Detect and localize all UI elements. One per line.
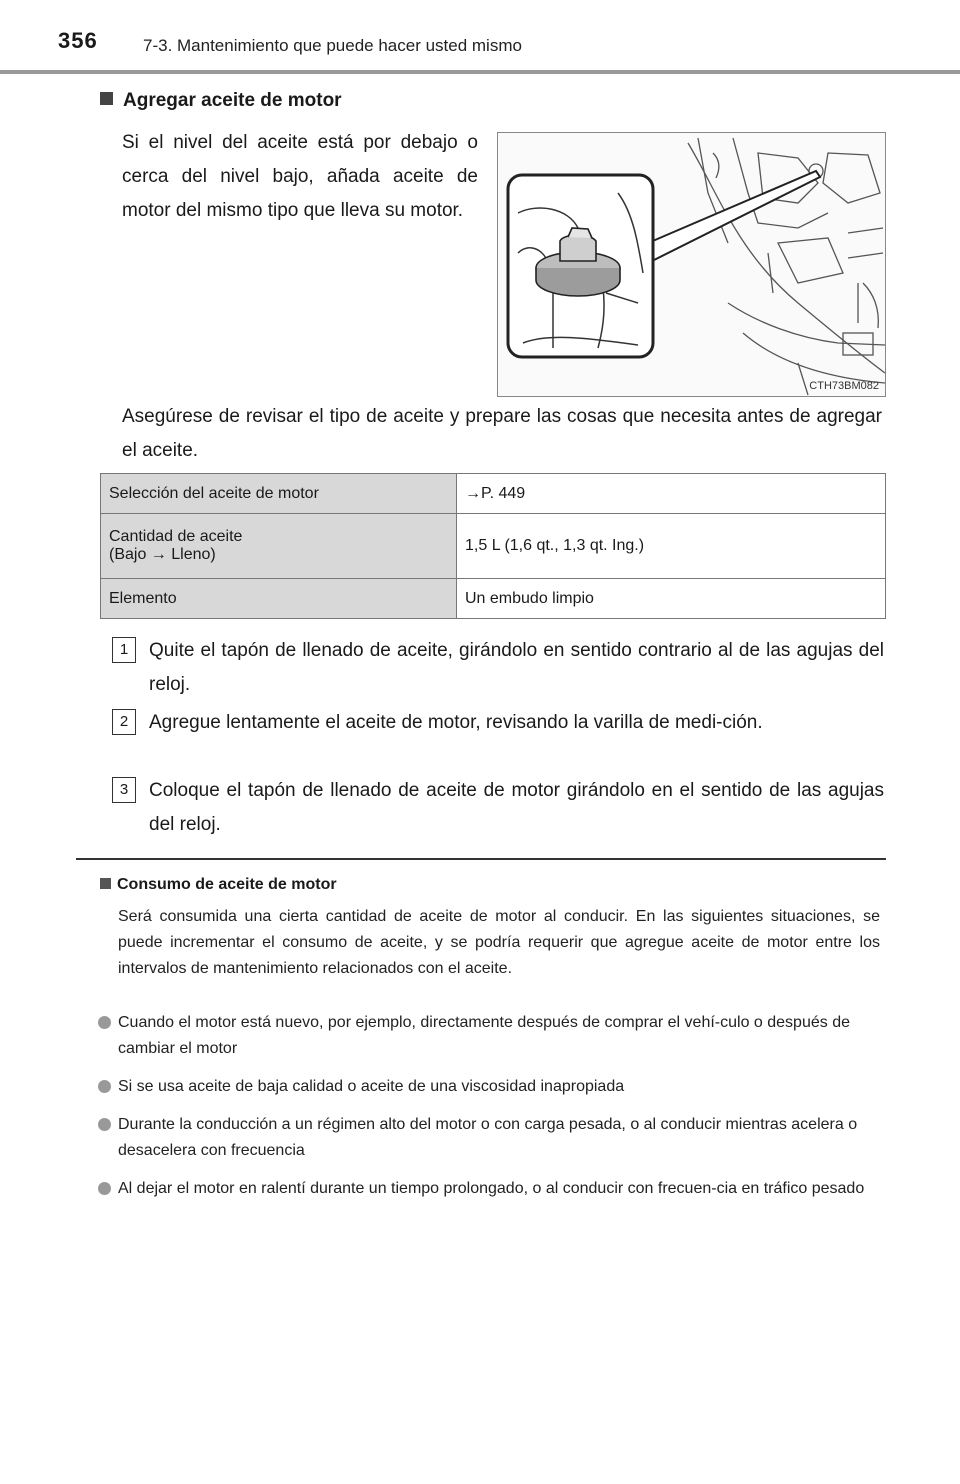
intro-text: Si el nivel del aceite está por debajo o cerca del nivel bajo, añada aceite de motor del mismo tipo que lleva su motor. bbox=[122, 132, 478, 221]
circle-bullet-icon bbox=[98, 1118, 111, 1131]
section-heading bbox=[100, 90, 342, 112]
list-item bbox=[98, 1010, 884, 1062]
table-row bbox=[101, 514, 886, 579]
preparation-paragraph: Asegúrese de revisar el tipo de aceite y prepare las cosas que necesita antes de agregar el aceite. bbox=[122, 406, 882, 461]
list-item bbox=[98, 1176, 884, 1202]
header-rule bbox=[0, 70, 960, 74]
oil-spec-table bbox=[100, 473, 886, 619]
note-paragraph: Será consumida una cierta cantidad de aceite de motor al conducir. En las siguientes situaciones, se puede incrementar el consumo de aceite, y se podría requerir que agregue aceite de motor entre los intervalos de mantenimiento relacionados con el aceite. bbox=[118, 908, 880, 977]
note-heading bbox=[100, 876, 337, 894]
step-item bbox=[112, 634, 884, 702]
step-item bbox=[112, 774, 884, 842]
step-item bbox=[112, 706, 884, 740]
section-title: 7-3. Mantenimiento que puede hacer usted mismo bbox=[143, 36, 522, 55]
step-number-badge: 2 bbox=[112, 709, 136, 735]
step-number-badge: 3 bbox=[112, 777, 136, 803]
step-text: Agregue lentamente el aceite de motor, revisando la varilla de medi-ción. bbox=[149, 712, 763, 733]
table-cell-label bbox=[101, 514, 457, 579]
table-cell-label-line: (Bajo → Lleno) bbox=[109, 546, 216, 563]
section-divider bbox=[76, 858, 886, 860]
table-row bbox=[101, 474, 886, 514]
list-item bbox=[98, 1112, 884, 1164]
list-item-text: Al dejar el motor en ralentí durante un tiempo prolongado, o al conducir con frecuen-cia en tráfico pesado bbox=[118, 1180, 865, 1197]
table-cell-value: Un embudo limpio bbox=[457, 579, 886, 619]
step-text: Coloque el tapón de llenado de aceite de motor girándolo en el sentido de las agujas del reloj. bbox=[149, 780, 884, 835]
circle-bullet-icon bbox=[98, 1080, 111, 1093]
table-cell-value: →P. 449 bbox=[457, 474, 886, 514]
step-number-badge: 1 bbox=[112, 637, 136, 663]
table-cell-value: 1,5 L (1,6 qt., 1,3 qt. Ing.) bbox=[457, 514, 886, 579]
page-number: 356 bbox=[58, 28, 98, 53]
square-bullet-icon bbox=[100, 878, 111, 889]
table-cell-label-line: Cantidad de aceite bbox=[109, 528, 243, 545]
list-item bbox=[98, 1074, 884, 1100]
square-bullet-icon bbox=[100, 92, 113, 105]
list-item-text: Durante la conducción a un régimen alto del motor o con carga pesada, o al conducir mientras acelera o desacelera con frecuencia bbox=[118, 1116, 858, 1159]
page-header bbox=[0, 0, 960, 76]
circle-bullet-icon bbox=[98, 1182, 111, 1195]
circle-bullet-icon bbox=[98, 1016, 111, 1029]
section-heading-text: Agregar aceite de motor bbox=[123, 90, 342, 111]
table-row bbox=[101, 579, 886, 619]
table-cell-label: Elemento bbox=[101, 579, 457, 619]
step-text: Quite el tapón de llenado de aceite, girándolo en sentido contrario al de las agujas del reloj. bbox=[149, 640, 884, 695]
note-heading-text: Consumo de aceite de motor bbox=[117, 876, 337, 893]
table-cell-label: Selección del aceite de motor bbox=[101, 474, 457, 514]
list-item-text: Cuando el motor está nuevo, por ejemplo, directamente después de comprar el vehí-culo o después de cambiar el motor bbox=[118, 1014, 850, 1057]
engine-oil-cap-figure bbox=[497, 132, 886, 397]
engine-bay-illustration bbox=[498, 133, 885, 396]
list-item-text: Si se usa aceite de baja calidad o aceite de una viscosidad inapropiada bbox=[118, 1078, 625, 1095]
figure-code: CTH73BM082 bbox=[809, 380, 879, 392]
